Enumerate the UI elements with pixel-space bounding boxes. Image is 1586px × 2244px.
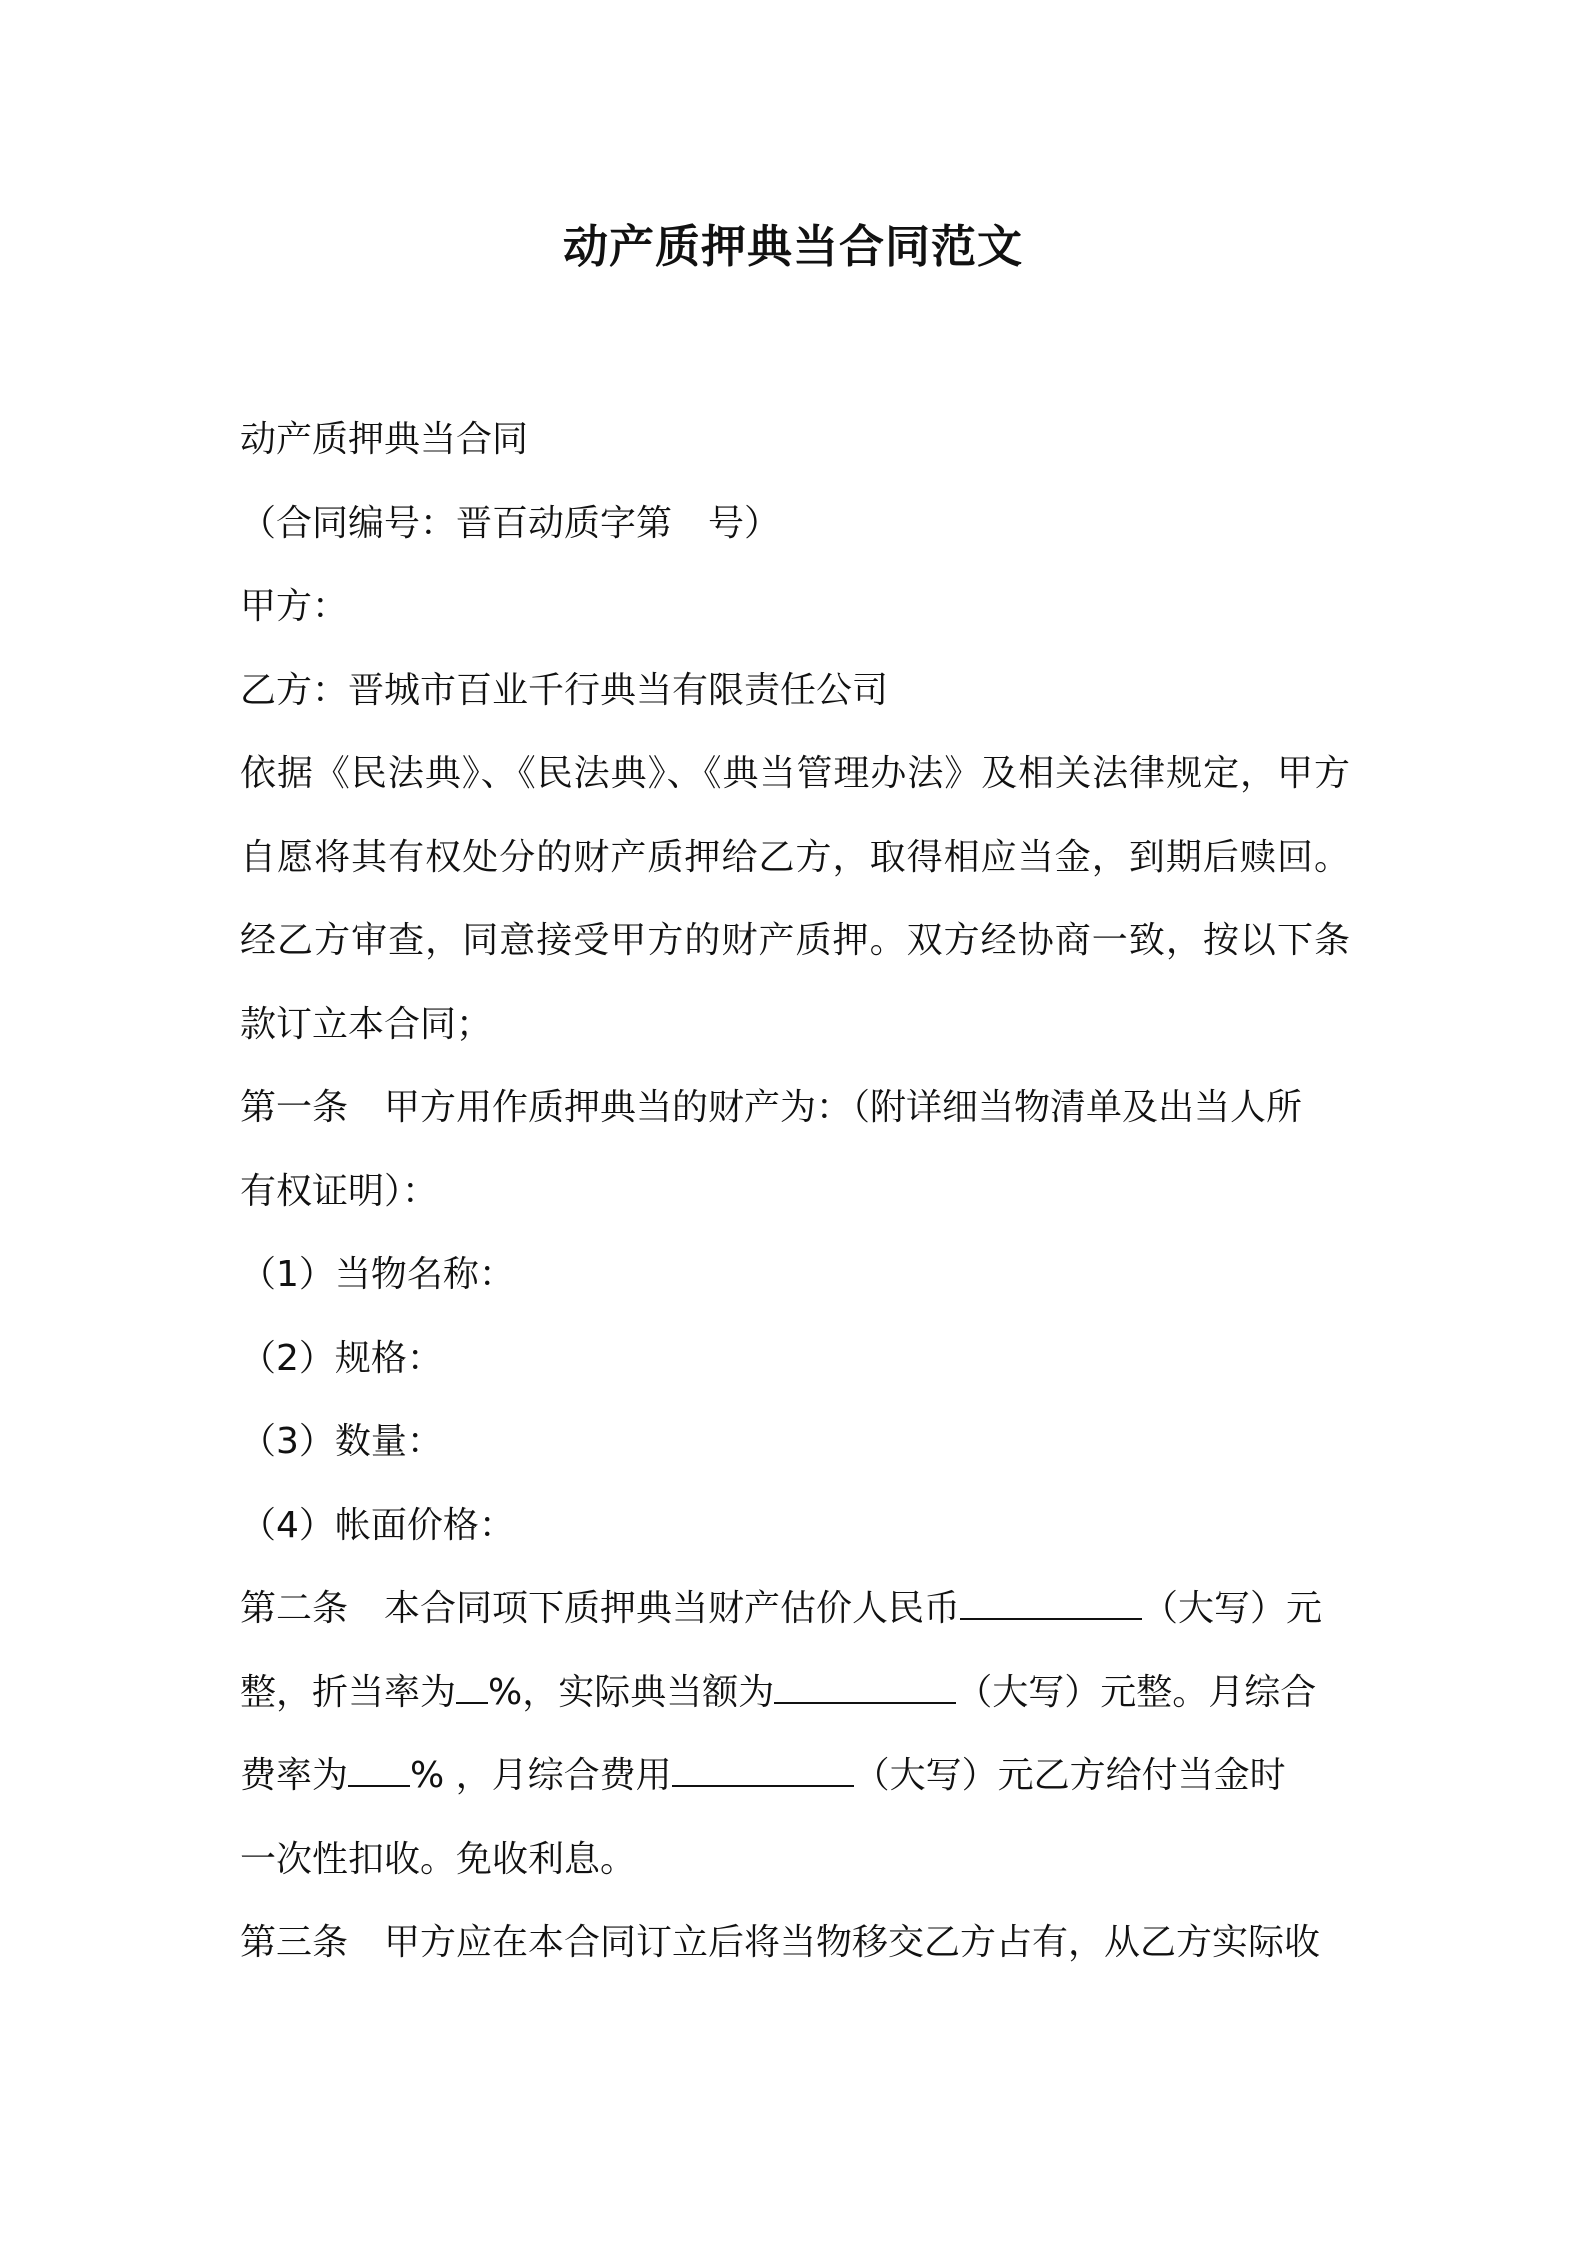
article-2-line: 第二条 本合同项下质押典当财产估价人民币 （大写）元 — [240, 1588, 1323, 1629]
article-1-line: 有权证明）： — [240, 1170, 439, 1212]
rate-blank — [456, 1674, 488, 1704]
article-1-item: （4）帐面价格： — [240, 1504, 515, 1546]
preamble-line: 自愿将其有权处分的财产质押给乙方，取得相应当金，到期后赎回。 — [240, 836, 1350, 878]
article-1-line — [240, 1066, 1350, 1150]
valuation-blank — [960, 1590, 1142, 1620]
party-b-line: 乙方：晋城市百业千行典当有限责任公司 — [240, 669, 889, 711]
preamble-line: 依据《民法典》、《民法典》、《典当管理办法》及相关法律规定，甲方 — [240, 753, 1350, 794]
article-3-text: 甲方应在本合同订立后将当物移交乙方占有，从乙方实际收 — [384, 1922, 1321, 1963]
document-body — [240, 398, 1350, 1985]
amount-blank — [774, 1674, 956, 1704]
article-2-line: 一次性扣收。免收利息。 — [240, 1838, 637, 1880]
article-1-item: （1）当物名称： — [240, 1254, 515, 1295]
article-2-label: 第二条 — [240, 1588, 349, 1629]
contract-number: （合同编号：晋百动质字第 号） — [240, 502, 781, 544]
article-3-line — [240, 1901, 1350, 1985]
contract-heading: 动产质押典当合同 — [240, 419, 529, 460]
fee-rate-blank — [348, 1757, 410, 1787]
document-title: 动产质押典当合同范文 — [562, 220, 1023, 273]
article-2-line: 整，折当率为 %，实际典当额为 （大写）元整。月综合 — [240, 1671, 1317, 1713]
article-1-label: 第一条 — [240, 1087, 349, 1128]
article-2-line: 费率为 % ，月综合费用 （大写）元乙方给付当金时 — [240, 1755, 1286, 1796]
party-a-line: 甲方： — [240, 586, 349, 627]
article-1-text: 甲方用作质押典当的财产为：（附详细当物清单及出当人所 — [384, 1087, 1303, 1128]
article-1-item: （3）数量： — [240, 1421, 443, 1462]
preamble-line: 经乙方审查，同意接受甲方的财产质押。双方经协商一致，按以下条 — [240, 920, 1350, 961]
preamble-line: 款订立本合同； — [240, 1003, 493, 1045]
article-1-item: （2）规格： — [240, 1337, 443, 1379]
article-3-label: 第三条 — [240, 1922, 349, 1963]
fee-amount-blank — [672, 1757, 854, 1787]
